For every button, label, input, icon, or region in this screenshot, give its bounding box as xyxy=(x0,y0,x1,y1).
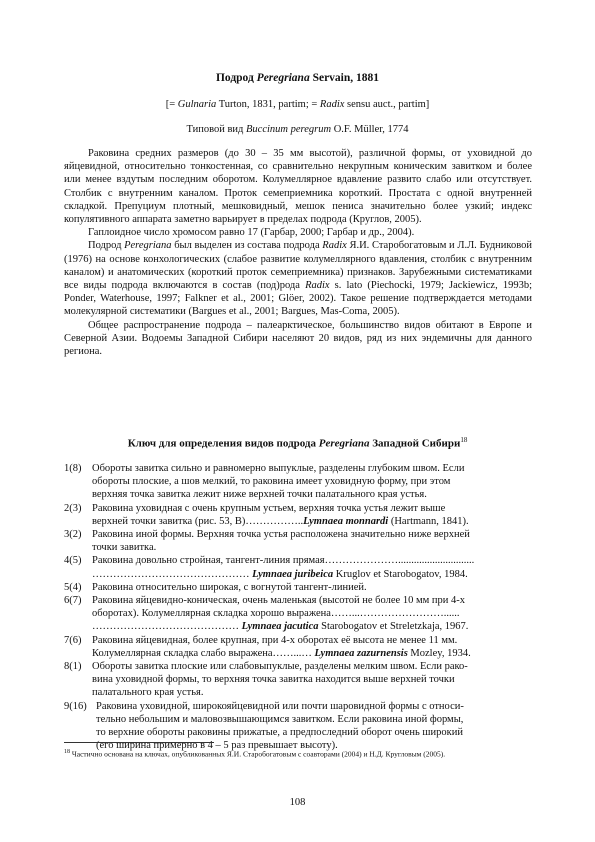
description-body xyxy=(64,147,532,358)
footnote-divider xyxy=(64,742,214,743)
type-species-line: Типовой вид Buccinum peregrum O.F. Müller, 1774 xyxy=(186,124,409,135)
paragraph-distribution: Общее распространение подрода – палеарктическое, большинство видов обитают в Европе и Северной Азии. Водоемы Западной Сибири населяют 20 видов, ряд из них эндемичны для данного региона. xyxy=(64,319,532,358)
key-entry: 9(16) Раковина уховидной, широкояйцевидной или почти шаровидной формы с относи- тельно небольшим и маловозвышающимся завитком. Если раковина иной формы, то верхние обороты раковины прижатые, а предпоследний оборот очень широкий (его ширина примерно в 4 – 5 раз превышает высоту). xyxy=(64,700,464,752)
identification-key xyxy=(64,462,532,752)
key-heading: Ключ для определения видов подрода Peregriana Западной Сибири$^{18}$ xyxy=(127,436,468,450)
key-entry: 1(8) Обороты завитка сильно и равномерно выпуклые, разделены глубоким швом. Если обороты плоские, а шов мелкий, то раковина имеет уховидную форму, при этом верхняя точка завитка лежит ниже верхней точки палатального края устья. xyxy=(64,463,465,501)
paragraph-description: Раковина средних размеров (до 30 – 35 мм высотой), различной формы, от уховидной до яйцевидной, относительно тонкостенная, со сравнительно некрупным коническим завитком и более или менее вздутым последним оборотом. Колумеллярное вдавление развито слабо или отсутствует. Столбик с внутренним каналом. Проток семеприемника короткий. Простата с одной внутренней складкой. Препуциум плотный, мешковидный, мешок пениса значительно более узкий; индекс копулятивного аппарата заметно варьирует в пределах подрода (Круглов, 2005). xyxy=(64,148,532,226)
key-entry: 7(6) Раковина яйцевидная, более крупная, при 4-х оборотах её высота не менее 11 мм. Колумеллярная складка слабо выражена……...… Lymnaea zazurnensis Mozley, 1934. xyxy=(64,634,471,659)
heading-prefix: Подрод xyxy=(215,72,257,84)
key-entry: 2(3) Раковина уховидная с очень крупным устьем, верхняя точка устья лежит выше верхней точки завитка (рис. 53, В)……………..Lymnaea monnardi (Hartmann, 1841). xyxy=(64,502,469,527)
footnote-ref: 18 xyxy=(460,436,468,444)
heading-genus: Peregriana xyxy=(256,72,310,84)
paragraph-taxonomy: Подрод Peregriana был выделен из состава подрода Radix Я.И. Старобогатовым и Л.Л. Будниковой (1976) на основе конхологических (слабое развитие колумеллярного вдавления, столбик с внутренним каналом) и анатомических (короткий проток семеприемника) признаков. Зарубежными систематиками все виды подрода включаются в состав (под)рода Radix s. lato (Piechocki, 1979; Jackiewicz, 1993b; Ponder, Waterhouse, 1997; Falkner et al., 2001; Glöer, 2002). Такое решение подтверждается методами молекулярной систематики (Bargues et al., 2001; Bargues, Mas-Coma, 2005). xyxy=(64,240,532,318)
synonymy-line: [= Gulnaria Turton, 1831, partim; = Radix sensu auct., partim] xyxy=(165,99,430,110)
key-entry: 8(1) Обороты завитка плоские или слабовыпуклые, разделены мелким швом. Если рако- вина уховидной формы, то верхняя точка завитка находится выше верхней точки палатального края устья. xyxy=(64,661,468,699)
key-entry: 5(4) Раковина относительно широкая, с вогнутой тангент-линией. xyxy=(64,581,367,593)
footnote: $^{18}$ Частично основана на ключах, опубликованных Я.И. Старобогатовым с соавторами (2004) и Н.Д. Кругловым (2005). xyxy=(64,749,446,759)
key-entry: 4(5) Раковина довольно стройная, тангент-линия прямая…………………............................. ……………………………………… Lymnaea juribeica Kruglov et Starobogatov, 1984. xyxy=(64,555,475,580)
key-entry: 6(7) Раковина яйцевидно-коническая, очень маленькая (высотой не более 10 мм при 4-х оборотах). Колумеллярная складка хорошо выражена……...……………………...... …………………………………… Lymnaea jacutica Starobogatov et Streletzkaja, 1967. xyxy=(64,595,469,633)
subgenus-heading xyxy=(0,72,595,84)
page-number: 108 xyxy=(289,797,306,808)
key-entry: 3(2) Раковина иной формы. Верхняя точка устья расположена значительно ниже верхней точки завитка. xyxy=(64,529,470,554)
heading-author: Servain, 1881 xyxy=(309,72,380,84)
paragraph-chromosomes: Гаплоидное число хромосом равно 17 (Гарбар, 2000; Гарбар и др., 2004). xyxy=(88,227,415,239)
